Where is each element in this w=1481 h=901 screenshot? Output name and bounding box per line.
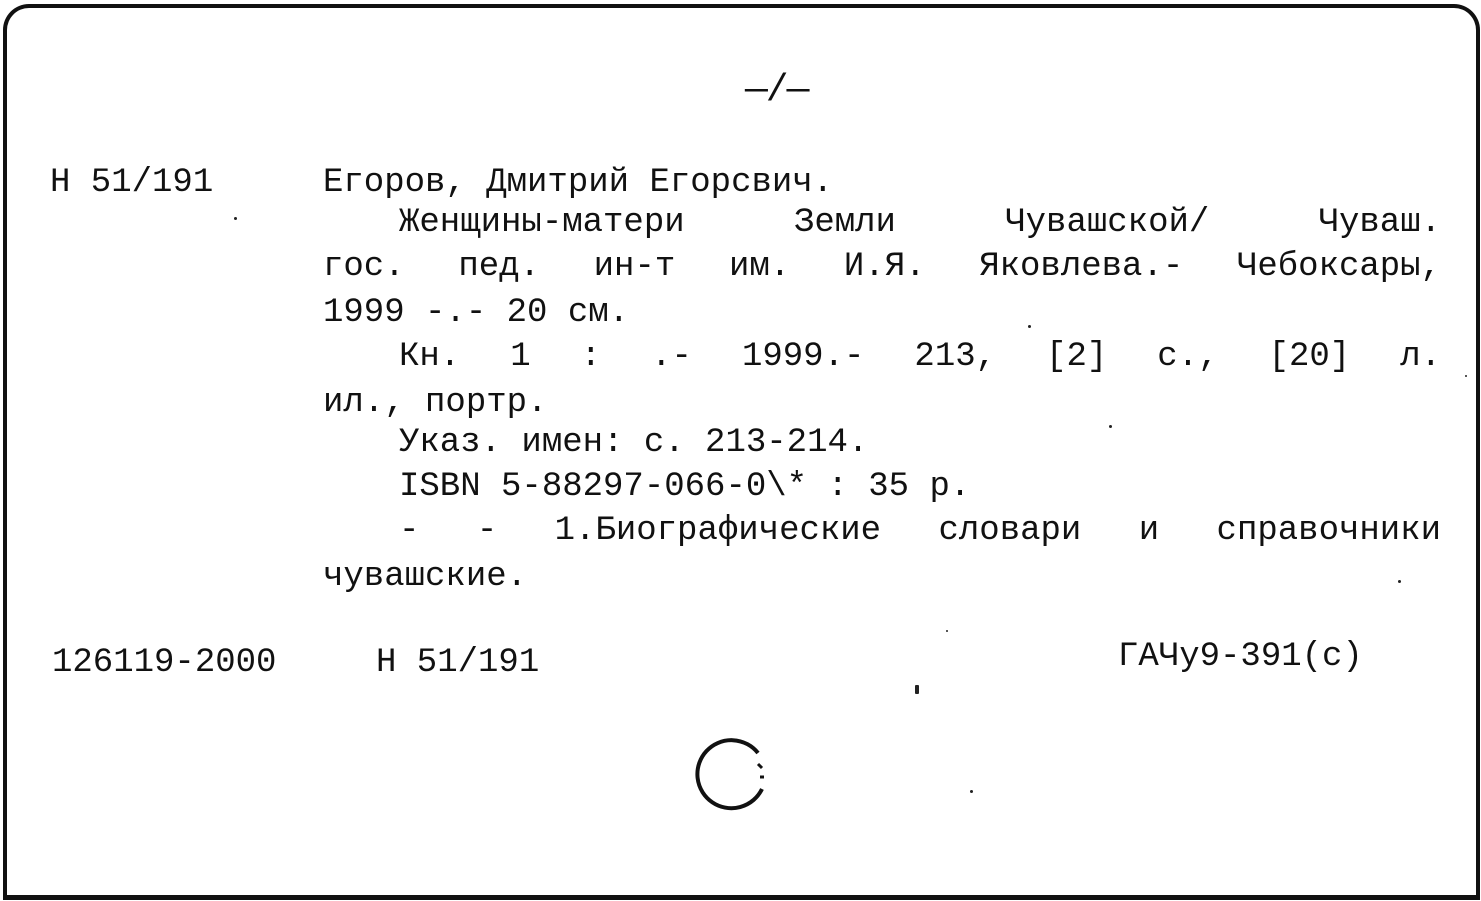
punch-hole-icon (692, 737, 770, 815)
footer-call-number: Н 51/191 (376, 644, 540, 682)
card-code: ГАЧу9-391(с) (1118, 638, 1363, 676)
author-heading: Егоров, Дмитрий Егорсвич. (323, 164, 834, 202)
speck (1109, 425, 1112, 428)
speck (946, 630, 948, 632)
title-line: Женщины-матери Земли Чувашской/ Чуваш. (399, 204, 1441, 242)
speck (915, 685, 919, 694)
illustrations-line: ил., портр. (323, 384, 548, 422)
speck (234, 217, 237, 220)
call-number: Н 51/191 (50, 164, 214, 202)
accession-number: 126119-2000 (52, 644, 277, 682)
subject-line: - - 1.Биографические словари и справочники (399, 512, 1441, 550)
speck (1465, 375, 1467, 377)
volume-line: Кн. 1 : .- 1999.- 213, [2] с., [20] л. (399, 338, 1441, 376)
index-note: Указ. имен: с. 213-214. (399, 424, 869, 462)
page-mark: —/— (745, 69, 808, 112)
speck (1028, 325, 1031, 328)
publisher-line: гос. пед. ин-т им. И.Я. Яковлева.- Чебоксары, (323, 248, 1441, 286)
subject-continuation: чувашские. (323, 558, 528, 596)
isbn-line: ISBN 5-88297-066-0\* : 35 р. (399, 468, 971, 506)
date-size-line: 1999 -.- 20 см. (323, 294, 630, 332)
speck (970, 790, 973, 793)
speck (1398, 580, 1401, 583)
